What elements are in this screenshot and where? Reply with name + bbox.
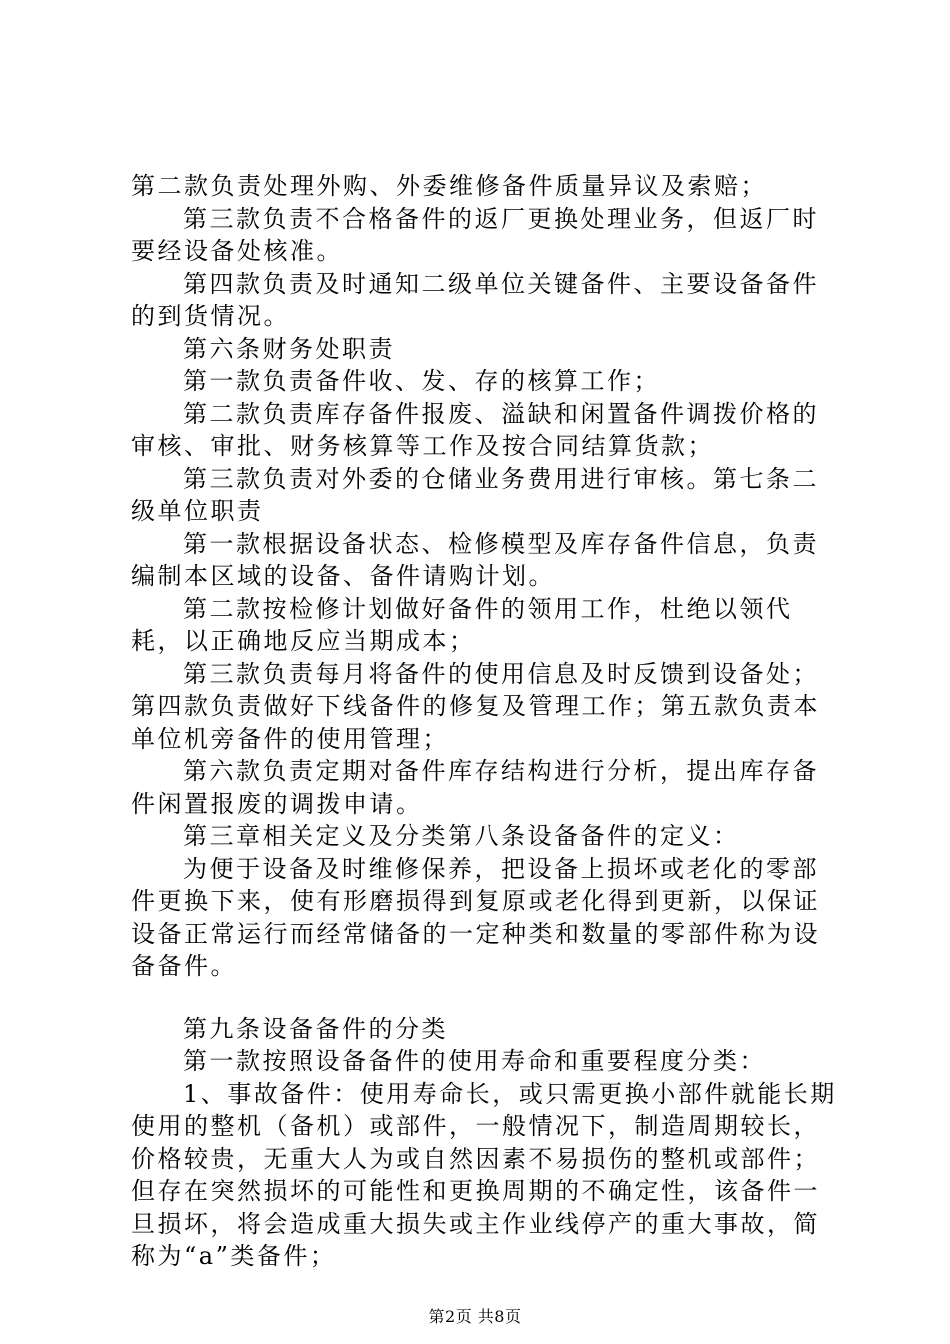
paragraph: 第三款负责不合格备件的返厂更换处理业务，但返厂时要经设备处核准。	[131, 204, 819, 265]
paragraph: 第二款负责库存备件报废、溢缺和闲置备件调拨价格的审核、审批、财务核算等工作及按合同结算货款；	[131, 399, 819, 460]
paragraph: 第三款负责对外委的仓储业务费用进行审核。第七条二级单位职责	[131, 464, 819, 525]
paragraph: 第四款负责及时通知二级单位关键备件、主要设备备件的到货情况。	[131, 269, 819, 330]
body-text	[131, 170, 841, 1273]
paragraph: 第一款负责备件收、发、存的核算工作；	[183, 367, 660, 395]
paragraph: 第二款按检修计划做好备件的领用工作，杜绝以领代耗，以正确地反应当期成本；	[131, 594, 793, 655]
paragraph: 第三款负责每月将备件的使用信息及时反馈到设备处；第四款负责做好下线备件的修复及管理工作；第五款负责本单位机旁备件的使用管理；	[131, 659, 820, 753]
paragraph: 第一款根据设备状态、检修模型及库存备件信息，负责编制本区域的设备、备件请购计划。	[131, 529, 819, 590]
section-heading: 第六条财务处职责	[183, 334, 395, 363]
paragraph: 1、事故备件：使用寿命长，或只需更换小部件就能长期使用的整机（备机）或部件，一般情况下，制造周期较长，价格较贵，无重大人为或自然因素不易损伤的整机或部件；但存在突然损坏的可能性和更换周期的不确定性，该备件一旦损坏，将会造成重大损失或主作业线停产的重大事故，简称为“a”类备件；	[131, 1079, 837, 1270]
paragraph: 为便于设备及时维修保养，把设备上损坏或老化的零部件更换下来，使有形磨损得到复原或老化得到更新，以保证设备正常运行而经常储备的一定种类和数量的零部件称为设备备件。	[131, 854, 820, 980]
paragraph: 第一款按照设备备件的使用寿命和重要程度分类：	[183, 1047, 766, 1075]
paragraph: 第六款负责定期对备件库存结构进行分析，提出库存备件闲置报废的调拨申请。	[131, 757, 819, 818]
chapter-heading: 第三章相关定义及分类第八条设备备件的定义：	[183, 822, 740, 850]
section-heading: 第九条设备备件的分类	[183, 1014, 448, 1043]
paragraph-gap	[131, 983, 841, 1013]
page-footer: 第2页 共8页	[428, 1307, 522, 1326]
paragraph: 第二款负责处理外购、外委维修备件质量异议及索赔；	[131, 172, 767, 200]
